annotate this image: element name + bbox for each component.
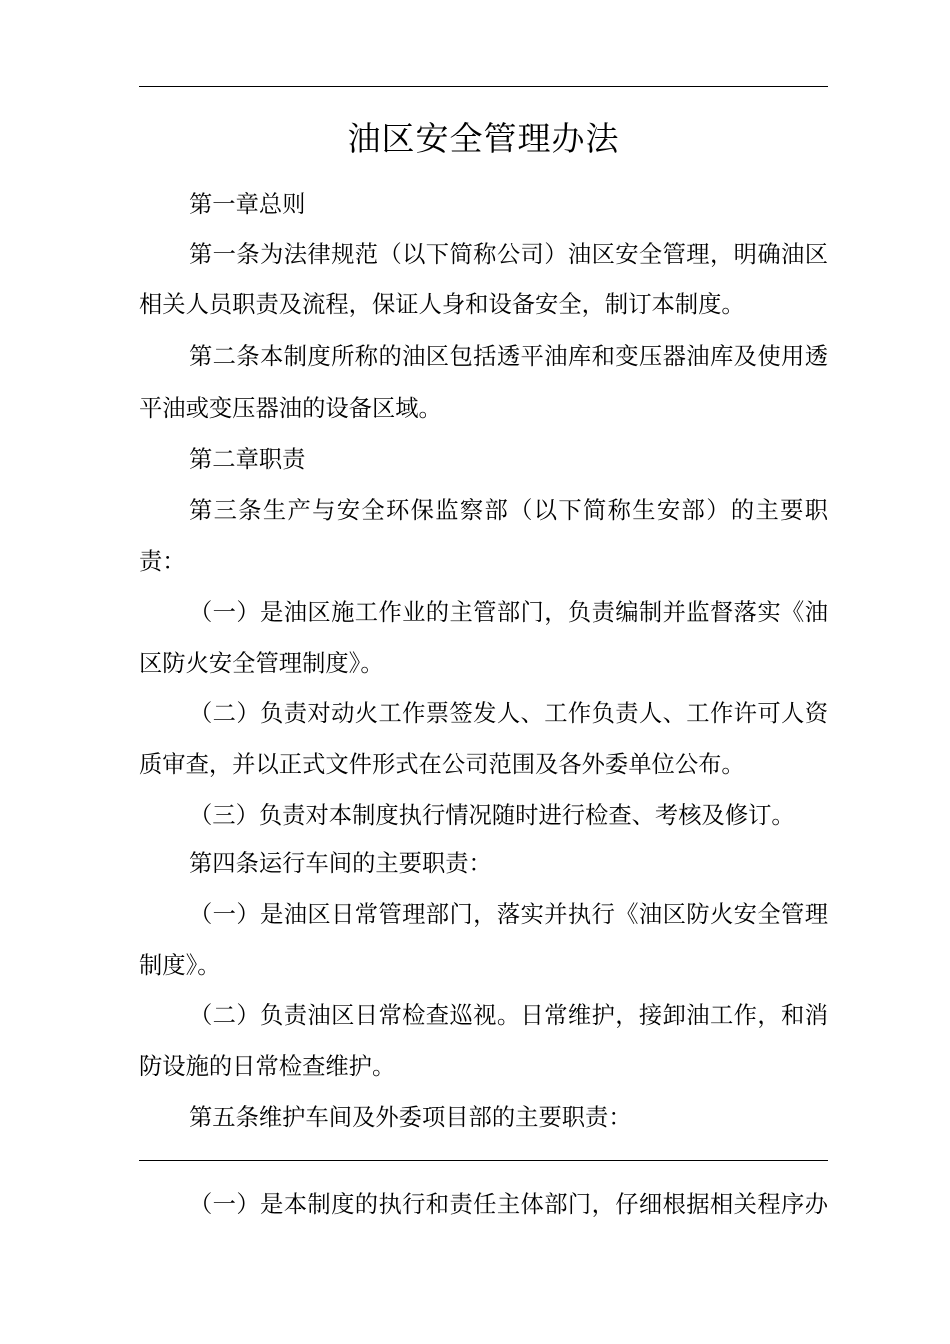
- article-2-line-1: 第二条本制度所称的油区包括透平油库和变压器油库及使用透: [189, 343, 828, 370]
- chapter-1-heading: 第一章总则: [189, 191, 306, 218]
- article-3-item-1-line-1: （一）是油区施工作业的主管部门，负责编制并监督落实《油: [189, 599, 828, 626]
- article-4-item-1-line-1: （一）是油区日常管理部门，落实并执行《油区防火安全管理: [189, 901, 828, 928]
- article-3-line-1: 第三条生产与安全环保监察部（以下简称生安部）的主要职: [189, 497, 828, 524]
- article-3-item-2-line-2: 质审查，并以正式文件形式在公司范围及各外委单位公布。: [139, 751, 745, 778]
- article-2-line-2: 平油或变压器油的设备区域。: [139, 395, 442, 422]
- article-5-heading: 第五条维护车间及外委项目部的主要职责：: [189, 1104, 632, 1131]
- article-3-item-2-line-1: （二）负责对动火工作票签发人、工作负责人、工作许可人资: [189, 700, 828, 727]
- article-3-line-2: 责：: [139, 548, 186, 575]
- article-5-item-1-line-1: （一）是本制度的执行和责任主体部门，仔细根据相关程序办: [189, 1191, 828, 1218]
- article-1-line-1: 第一条为法律规范（以下简称公司）油区安全管理，明确油区: [189, 241, 828, 268]
- page-title: 油区安全管理办法: [347, 119, 620, 158]
- header-rule: [139, 86, 828, 87]
- article-4-item-2-line-2: 防设施的日常检查维护。: [139, 1053, 396, 1080]
- article-4-item-1-line-2: 制度》。: [139, 952, 221, 979]
- page-break-rule: [139, 1160, 828, 1161]
- article-4-item-2-line-1: （二）负责油区日常检查巡视。日常维护，接卸油工作，和消: [189, 1002, 828, 1029]
- article-3-item-1-line-2: 区防火安全管理制度》。: [139, 650, 384, 677]
- article-3-item-3: （三）负责对本制度执行情况随时进行检查、考核及修订。: [189, 802, 795, 829]
- article-1-line-2: 相关人员职责及流程，保证人身和设备安全，制订本制度。: [139, 291, 745, 318]
- article-4-heading: 第四条运行车间的主要职责：: [189, 850, 492, 877]
- chapter-2-heading: 第二章职责: [189, 446, 306, 473]
